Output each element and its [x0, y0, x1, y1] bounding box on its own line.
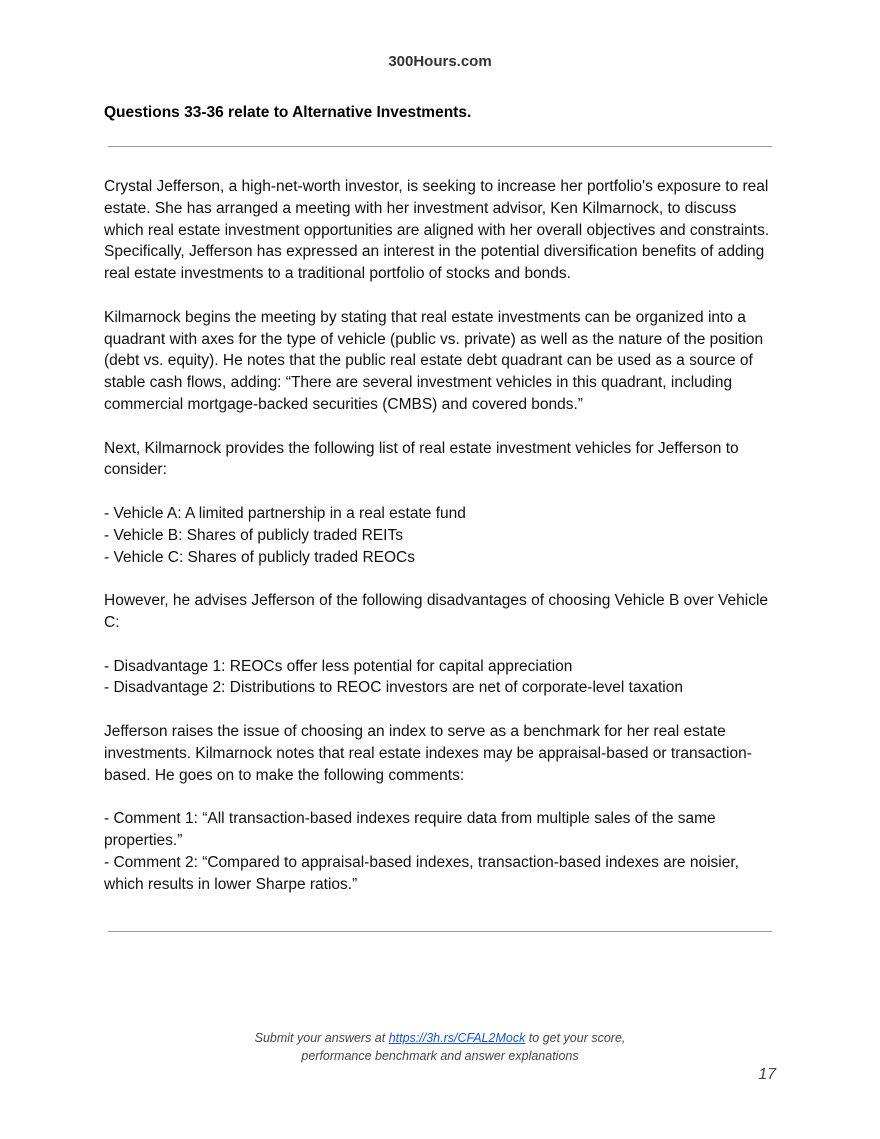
top-divider [108, 146, 772, 147]
footer-suffix: to get your score, [525, 1031, 626, 1045]
vehicle-list [104, 503, 780, 568]
paragraph-quadrant: Kilmarnock begins the meeting by stating that real estate investments can be organized into a quadrant with axes for the type of vehicle (public vs. private) as well as the nature of the position (debt vs. equity). He notes that the public real estate debt quadrant can be used as a source of stable cash flows, adding: “There are several investment vehicles in this quadrant, including commercial mortgage-backed securities (CMBS) and covered bonds.” [104, 308, 764, 413]
footer-line-2: performance benchmark and answer explanations [301, 1049, 579, 1063]
paragraph-vehicle-list-intro: Next, Kilmarnock provides the following list of real estate investment vehicles for Jefferson to consider: [104, 439, 739, 479]
list-item-comment-2: - Comment 2: “Compared to appraisal-based indexes, transaction-based indexes are noisier, which results in lower Sharpe ratios.” [104, 853, 739, 893]
list-item-vehicle-a: - Vehicle A: A limited partnership in a real estate fund [104, 504, 466, 522]
case-text [104, 176, 780, 917]
list-item-disadvantage-2: - Disadvantage 2: Distributions to REOC investors are net of corporate-level taxation [104, 679, 683, 697]
list-item-vehicle-b: - Vehicle B: Shares of publicly traded REITs [104, 526, 403, 544]
section-heading: Questions 33-36 relate to Alternative Investments. [104, 104, 472, 121]
paragraph-index-intro: Jefferson raises the issue of choosing an index to serve as a benchmark for her real estate investments. Kilmarnock notes that real estate indexes may be appraisal-based or transaction-based. He goes on to make the following comments: [104, 722, 752, 784]
site-header: 300Hours.com [388, 53, 492, 70]
list-item-disadvantage-1: - Disadvantage 1: REOCs offer less potential for capital appreciation [104, 657, 573, 675]
footer-prefix: Submit your answers at [254, 1031, 389, 1045]
list-item-comment-1: - Comment 1: “All transaction-based indexes require data from multiple sales of the same properties.” [104, 810, 716, 849]
comment-list [104, 808, 780, 895]
list-item-vehicle-c: - Vehicle C: Shares of publicly traded REOCs [104, 548, 415, 566]
bottom-divider [108, 931, 772, 932]
page-number: 17 [758, 1066, 776, 1083]
paragraph-disadvantages-intro: However, he advises Jefferson of the following disadvantages of choosing Vehicle B over Vehicle C: [104, 592, 769, 631]
footer-line-1 [0, 1029, 880, 1047]
disadvantage-list [104, 656, 780, 700]
paragraph-intro: Crystal Jefferson, a high-net-worth investor, is seeking to increase her portfolio's exposure to real estate. She has arranged a meeting with her investment advisor, Ken Kilmarnock, to discuss which real estate investment opportunities are aligned with her overall objectives and constraints. Specifically, Jefferson has expressed an interest in the potential diversification benefits of adding real estate investments to a traditional portfolio of stocks and bonds. [104, 178, 770, 283]
footer-note [0, 1029, 880, 1065]
mock-exam-link[interactable]: https://3h.rs/CFAL2Mock [388, 1031, 526, 1045]
